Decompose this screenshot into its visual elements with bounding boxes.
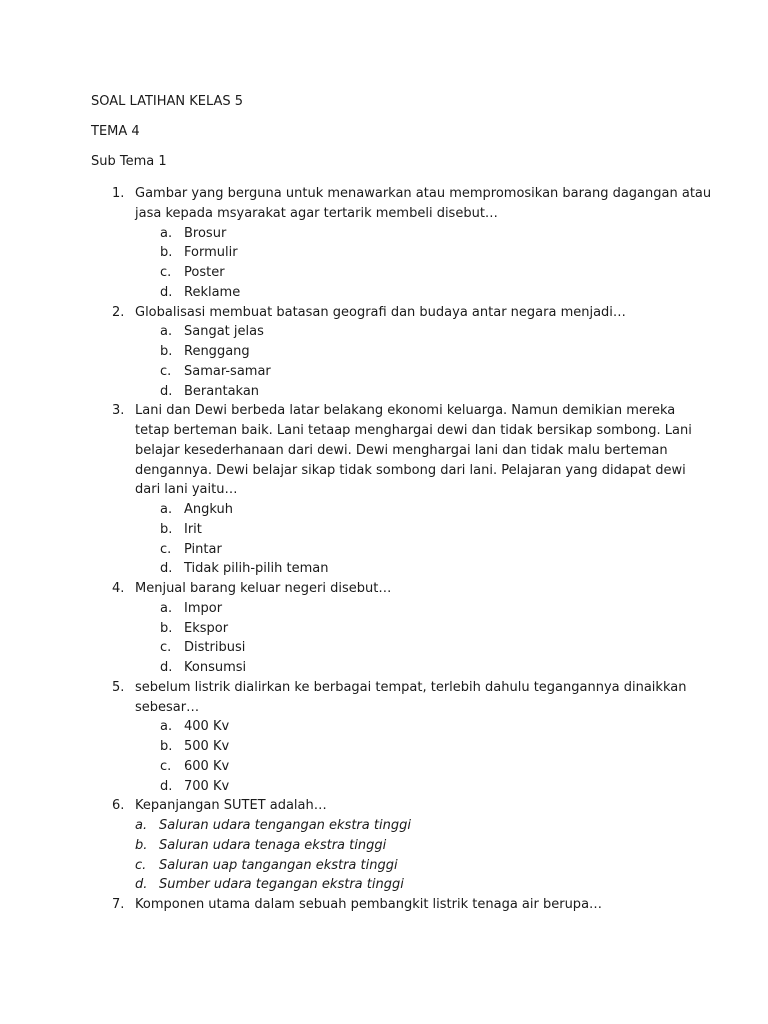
question-text: Gambar yang berguna untuk menawarkan atau mempromosikan barang dagangan atau: [135, 186, 712, 201]
answer-option: [0, 599, 768, 619]
answer-option: [0, 283, 768, 303]
option-letter: b.: [135, 837, 148, 853]
question-number: 6.: [112, 798, 125, 814]
answer-option: [0, 500, 768, 520]
question-text: dari lani yaitu…: [135, 482, 238, 498]
option-text: Saluran uap tangangan ekstra tinggi: [159, 857, 398, 873]
answer-option: [0, 638, 768, 658]
question-line: [0, 579, 768, 599]
option-letter: c.: [160, 265, 172, 280]
answer-option: [0, 540, 768, 560]
question-text: belajar kesederhanaan dari dewi. Dewi menghargai lani dan tidak malu berteman: [135, 442, 668, 458]
question-number: 2.: [112, 304, 125, 320]
option-text: Konsumsi: [184, 660, 247, 675]
option-text: Sumber udara tegangan ekstra tinggi: [159, 877, 404, 893]
question-text: Globalisasi membuat batasan geografi dan budaya antar negara menjadi…: [135, 304, 626, 320]
answer-option: [0, 737, 768, 757]
option-text: Distribusi: [184, 640, 246, 656]
option-letter: a.: [160, 324, 173, 340]
answer-option: [0, 717, 768, 737]
question-line: [0, 184, 768, 204]
option-letter: b.: [160, 344, 173, 359]
question-text: jasa kepada msyarakat agar tertarik membeli disebut…: [135, 205, 498, 221]
answer-option: [0, 362, 768, 382]
option-text: Saluran udara tenaga ekstra tinggi: [159, 837, 387, 853]
question-line: [0, 303, 768, 323]
question-line-continued: [0, 204, 768, 224]
option-text: Formulir: [184, 245, 238, 261]
option-letter: d.: [160, 284, 173, 300]
option-text: Angkuh: [184, 502, 233, 517]
option-text: Sangat jelas: [184, 324, 264, 340]
option-letter: d.: [160, 383, 173, 399]
worksheet-title: SOAL LATIHAN KELAS 5: [91, 94, 244, 109]
answer-option: [0, 619, 768, 639]
question-number: 4.: [112, 581, 125, 596]
question-number: 7.: [112, 897, 125, 912]
option-letter: c.: [135, 857, 147, 873]
answer-option: [0, 856, 768, 876]
question-text: Komponen utama dalam sebuah pembangkit listrik tenaga air berupa…: [135, 897, 603, 912]
question-number: 3.: [112, 403, 125, 419]
answer-option: [0, 658, 768, 678]
answer-option: [0, 243, 768, 263]
option-letter: c.: [160, 541, 172, 557]
answer-option: [0, 559, 768, 579]
question-line: [0, 796, 768, 816]
question-number: 1.: [112, 186, 125, 201]
option-text: Berantakan: [184, 383, 260, 399]
question-text: sebelum listrik dialirkan ke berbagai tempat, terlebih dahulu tegangannya dinaikkan: [135, 679, 687, 695]
subtheme-label: Sub Tema 1: [91, 154, 167, 169]
option-letter: a.: [135, 818, 148, 833]
option-text: 500 Kv: [184, 739, 230, 754]
theme-label: TEMA 4: [91, 124, 140, 139]
answer-option: [0, 836, 768, 856]
question-text: sebesar…: [135, 699, 200, 715]
option-text: Poster: [184, 265, 225, 280]
question-text: dengannya. Dewi belajar sikap tidak sombong dari lani. Pelajaran yang didapat dewi: [135, 462, 686, 478]
answer-option: [0, 520, 768, 540]
option-text: Tidak pilih-pilih teman: [184, 561, 329, 577]
option-letter: a.: [160, 502, 173, 517]
answer-option: [0, 875, 768, 895]
answer-option: [0, 757, 768, 777]
option-letter: b.: [160, 739, 173, 754]
answer-option: [0, 382, 768, 402]
question-line-continued: [0, 480, 768, 500]
option-letter: c.: [160, 640, 172, 656]
answer-option: [0, 342, 768, 362]
option-text: Brosur: [184, 225, 227, 241]
answer-option: [0, 224, 768, 244]
option-letter: b.: [160, 245, 173, 261]
option-text: Reklame: [184, 284, 241, 300]
question-line-continued: [0, 441, 768, 461]
option-letter: c.: [160, 363, 172, 379]
answer-option: [0, 322, 768, 342]
question-line-continued: [0, 461, 768, 481]
question-list: [0, 184, 768, 915]
question-text: Lani dan Dewi berbeda latar belakang ekonomi keluarga. Namun demikian mereka: [135, 403, 676, 419]
answer-option: [0, 816, 768, 836]
answer-option: [0, 263, 768, 283]
option-letter: b.: [160, 521, 173, 537]
option-text: 600 Kv: [184, 758, 230, 774]
option-letter: c.: [160, 758, 172, 774]
option-letter: d.: [160, 778, 173, 794]
question-line-continued: [0, 698, 768, 718]
question-text: Menjual barang keluar negeri disebut…: [135, 581, 392, 596]
question-line: [0, 401, 768, 421]
question-line-continued: [0, 421, 768, 441]
answer-option: [0, 777, 768, 797]
option-text: Pintar: [184, 541, 222, 557]
option-text: Samar-samar: [184, 363, 271, 379]
option-text: Impor: [184, 600, 223, 616]
option-text: Irit: [184, 521, 202, 537]
option-text: Renggang: [184, 344, 250, 359]
question-line: [0, 895, 768, 915]
option-letter: d.: [160, 660, 173, 675]
question-text: Kepanjangan SUTET adalah…: [135, 798, 327, 814]
question-line: [0, 678, 768, 698]
option-letter: d.: [135, 877, 148, 893]
option-letter: b.: [160, 620, 173, 636]
option-letter: d.: [160, 561, 173, 577]
option-letter: a.: [160, 719, 173, 735]
option-letter: a.: [160, 600, 173, 616]
option-text: Saluran udara tengangan ekstra tinggi: [159, 818, 411, 833]
option-text: Ekspor: [184, 620, 229, 636]
option-text: 400 Kv: [184, 719, 230, 735]
option-text: 700 Kv: [184, 778, 230, 794]
question-text: tetap berteman baik. Lani tetaap menghargai dewi dan tidak bersikap sombong. Lani: [135, 423, 692, 438]
question-number: 5.: [112, 679, 125, 695]
option-letter: a.: [160, 225, 173, 241]
